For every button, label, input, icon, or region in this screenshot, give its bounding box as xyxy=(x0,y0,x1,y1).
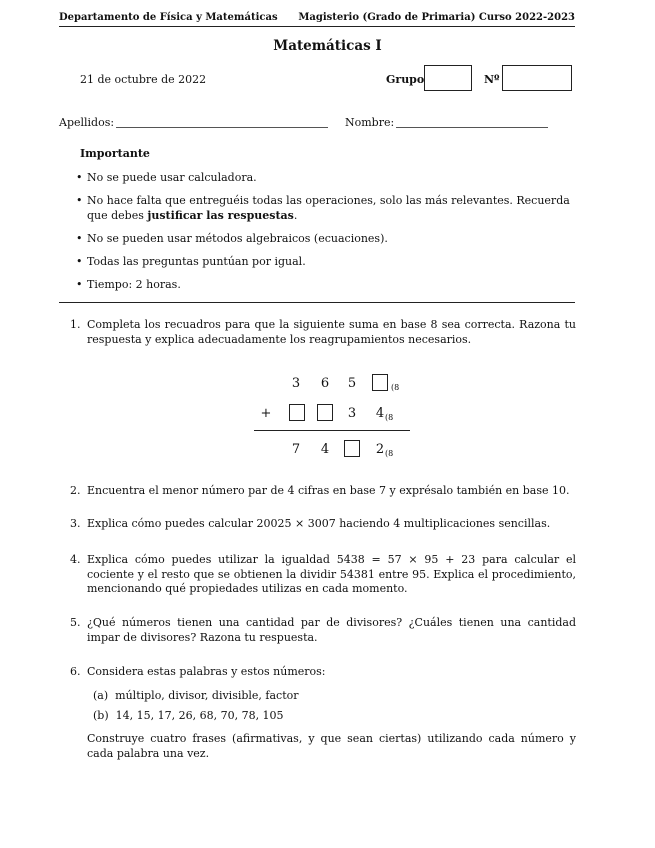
base-subscript: (8 xyxy=(385,449,394,458)
instruction-item: • Tiempo: 2 horas. xyxy=(76,277,576,292)
number-input-box[interactable] xyxy=(502,65,572,91)
question-text: Explica cómo puedes calcular 20025 × 3007 haciendo 4 multiplicaciones sencillas. xyxy=(87,517,551,530)
digit: 4 xyxy=(320,442,330,457)
digit: 2 xyxy=(375,442,385,457)
digit: 7 xyxy=(291,442,301,457)
q6-sub-item: (b) 14, 15, 17, 26, 68, 70, 78, 105 xyxy=(93,709,284,722)
digit: 6 xyxy=(320,376,330,391)
digit: 3 xyxy=(347,406,357,421)
question-number: 5. xyxy=(70,616,81,629)
exam-date: 21 de octubre de 2022 xyxy=(80,73,207,86)
digit: 4 xyxy=(375,406,385,421)
question-4 xyxy=(70,553,576,597)
digit: 3 xyxy=(291,376,301,391)
question-number: 4. xyxy=(70,553,81,566)
digit: 5 xyxy=(347,376,357,391)
important-heading: Importante xyxy=(80,147,150,160)
apellidos-field[interactable] xyxy=(116,127,328,128)
question-1 xyxy=(70,318,576,347)
digit-answer-box[interactable] xyxy=(344,440,360,457)
exam-title: Matemáticas I xyxy=(273,38,382,54)
question-2 xyxy=(70,484,576,499)
question-text: Explica cómo puedes utilizar la igualdad 5438 = 57 × 95 + 23 para calcular el cociente y el resto que se obtienen la dividir 54381 entre 95. Explica el procedimiento, mencionando qué propiedades utilizas en cada momento. xyxy=(87,553,576,595)
nombre-field[interactable] xyxy=(396,127,548,128)
question-number: 3. xyxy=(70,517,81,530)
base8-sum xyxy=(252,372,412,462)
question-text: Completa los recuadros para que la siguiente suma en base 8 sea correcta. Razona tu respuesta y explica adecuadamente los reagrupamientos necesarios. xyxy=(87,318,576,346)
instruction-emphasis: justificar las respuestas xyxy=(147,209,294,222)
instruction-item: • Todas las preguntas puntúan por igual. xyxy=(76,254,576,269)
question-number: 2. xyxy=(70,484,81,497)
question-text: Considera estas palabras y estos números: xyxy=(87,665,326,678)
digit-answer-box[interactable] xyxy=(372,374,388,391)
question-3 xyxy=(70,517,576,532)
digit-answer-box[interactable] xyxy=(317,404,333,421)
instruction-item: • No se puede usar calculadora. xyxy=(76,170,576,185)
question-5 xyxy=(70,616,576,645)
question-number: 1. xyxy=(70,318,81,331)
instruction-item: • No se pueden usar métodos algebraicos (ecuaciones). xyxy=(76,231,576,246)
base-subscript: (8 xyxy=(385,413,394,422)
digit-answer-box[interactable] xyxy=(289,404,305,421)
question-text: ¿Qué números tienen una cantidad par de divisores? ¿Cuáles tienen una cantidad impar de divisores? Razona tu respuesta. xyxy=(87,616,576,644)
instructions-list xyxy=(76,170,576,300)
q6-sub-item: (a) múltiplo, divisor, divisible, factor xyxy=(93,689,299,702)
section-divider xyxy=(59,302,575,303)
grupo-input-box[interactable] xyxy=(424,65,472,91)
question-text: Encuentra el menor número par de 4 cifras en base 7 y exprésalo también en base 10. xyxy=(87,484,570,497)
q6-instruction: Construye cuatro frases (afirmativas, y que sean ciertas) utilizando cada número y cada palabra una vez. xyxy=(87,732,576,760)
page-header xyxy=(59,12,575,27)
grupo-label: Grupo xyxy=(386,73,425,86)
header-department: Departamento de Física y Matemáticas xyxy=(59,12,278,23)
header-course: Magisterio (Grado de Primaria) Curso 2022-2023 xyxy=(298,12,575,23)
plus-sign: + xyxy=(260,406,272,421)
number-label: Nº xyxy=(484,73,500,86)
q6-sublist xyxy=(93,689,299,729)
instruction-item: • No hace falta que entreguéis todas las operaciones, solo las más relevantes. Recuerda que debes justificar las respuestas. xyxy=(76,193,576,223)
question-6 xyxy=(70,665,576,680)
base-subscript: (8 xyxy=(391,383,400,392)
question-number: 6. xyxy=(70,665,81,678)
sum-rule xyxy=(254,430,410,431)
apellidos-label: Apellidos: xyxy=(59,116,115,129)
nombre-label: Nombre: xyxy=(345,116,395,129)
